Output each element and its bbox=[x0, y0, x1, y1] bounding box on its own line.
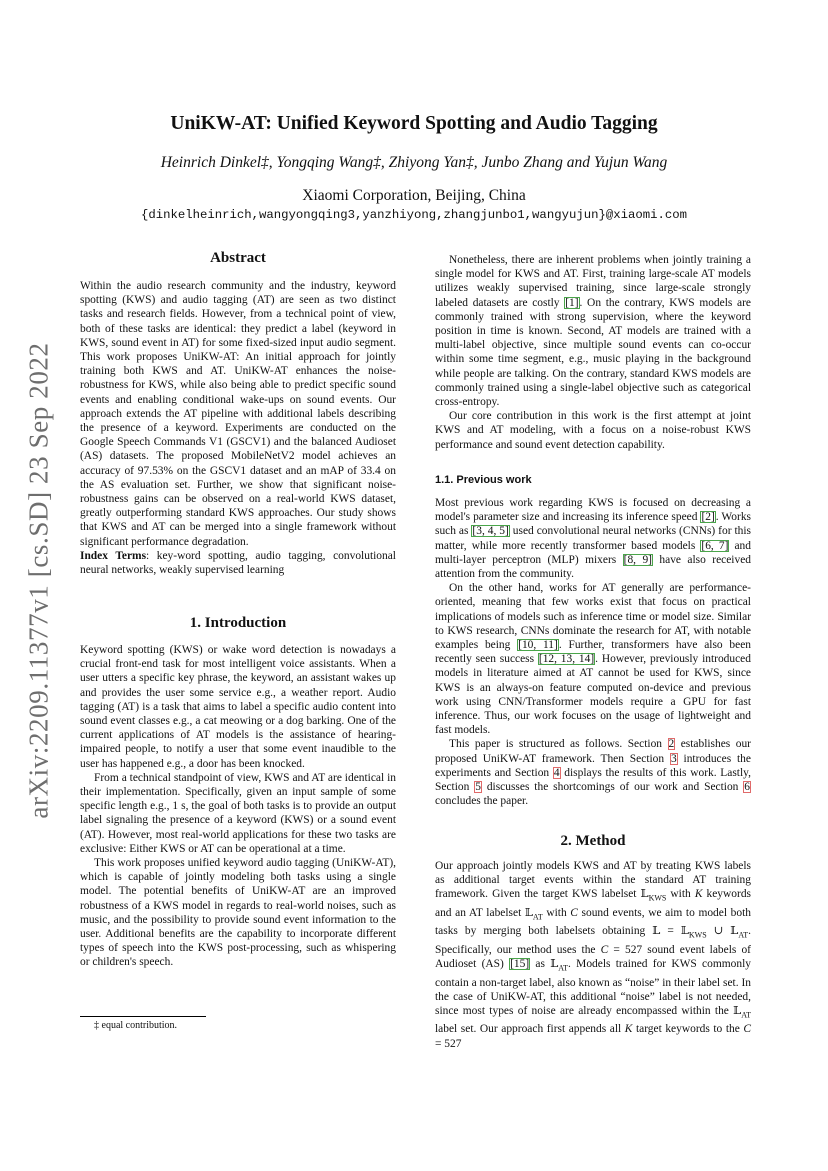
citation-link[interactable]: [3, 4, 5] bbox=[472, 525, 509, 538]
affiliation: Xiaomi Corporation, Beijing, China bbox=[302, 187, 526, 204]
paper-title: UniKW-AT: Unified Keyword Spotting and Audio Tagging bbox=[170, 113, 658, 134]
previous-work-heading: 1.1. Previous work bbox=[435, 474, 532, 486]
introduction-heading: 1. Introduction bbox=[189, 615, 287, 631]
author-list: Heinrich Dinkel‡, Yongqing Wang‡, Zhiyong Yan‡, Junbo Zhang and Yujun Wang bbox=[160, 154, 668, 171]
intro-paragraph-3: This work proposes unified keyword audio tagging (UniKW-AT), which is capable of jointly modeling both tasks using a single model. The potential benefits of UniKW-AT are an improved robustness of a KWS model in regards to real-world noises, such as music, and the possibility to provide sound event information to the user. Additional benefits are the capability to incorporate different types of speech into the KWS post-processing, such as whispering or children's speech. bbox=[80, 857, 396, 969]
arxiv-identifier-text: arXiv:2209.11377v1 [cs.SD] 23 Sep 2022 bbox=[23, 341, 54, 819]
intro-paragraph-1: Keyword spotting (KWS) or wake word detection is nowadays a crucial front-end task for most intelligent voice assistants. When a user utters a specific key phrase, the keyword, an assistant wakes up and provides the user some service e.g., a weather report. Audio tagging (AT) is a task that aims to label a specific audio content into sound event classes e.g., a cat meowing or a dog barking. One of the current applications of AT models is the assistance of hearing-impaired people, to notify a user that some event inaudible to the user has happened e.g., a door has been knocked. bbox=[80, 644, 396, 770]
abstract-body bbox=[80, 279, 396, 577]
abstract-heading: Abstract bbox=[210, 250, 266, 266]
index-terms-text: : key-word spotting, audio tagging, convolutional neural networks, weakly supervised learning bbox=[80, 549, 396, 577]
footnote: ‡ equal contribution. bbox=[94, 1020, 178, 1031]
right-paragraph-4: On the other hand, works for AT generally are performance-oriented, meaning that few works exist that focus on practical implications of models such as inference time or model size. Similar to KWS research, CNNs dominate the research for AT, with notable examples being [10, 11]. Further, transformers have also been recently seen success [12, 13, 14]. However, previously introduced models in literature aimed at AT cannot be used for KWS, since KWS is an always-on feature computed on-device and previous work using CNN/Transformer models require a GPU for fast inference. Thus, our work focuses on the usage of lightweight and fast models. bbox=[435, 582, 751, 737]
right-paragraph-2: Our core contribution in this work is the first attempt at joint KWS and AT modeling, with a focus on a noise-robust KWS performance and sound event detection capability. bbox=[435, 410, 751, 451]
arxiv-identifier bbox=[14, 300, 64, 860]
right-paragraph-3: Most previous work regarding KWS is focused on decreasing a model's parameter size and increasing its inference speed [2]. Works such as [3, 4, 5] used convolutional neural networks (CNNs) for this matter, while more recently transformer based models [6, 7] and multi-layer perceptron (MLP) mixers [8, 9] have also received attention from the community. bbox=[435, 497, 752, 581]
index-terms-label: Index Terms bbox=[80, 549, 147, 562]
index-terms bbox=[80, 549, 396, 577]
footnote-rule bbox=[80, 1016, 206, 1017]
citation-link[interactable]: [12, 13, 14] bbox=[538, 653, 595, 666]
section-link[interactable]: 2 bbox=[668, 738, 675, 751]
citation-link[interactable]: [6, 7] bbox=[701, 539, 729, 552]
right-paragraph-5: This paper is structured as follows. Section 2 establishes our proposed UniKW-AT framework. Then Section 3 introduces the experiments and Section 4 displays the results of this work. Lastly, Section 5 discusses the shortcomings of our work and Section 6 concludes the paper. bbox=[435, 738, 752, 808]
citation-link[interactable]: [15] bbox=[510, 958, 530, 971]
intro-paragraph-2: From a technical standpoint of view, KWS and AT are identical in their implementation. Specifically, given an input sample of some specific length e.g., 1 s, the goal of both tasks is to provide an output label signaling the presence of a keyword (KWS) or a sound event (AT). However, most real-world applications for these two tasks are exclusive: Either KWS or AT can be operational at a time. bbox=[80, 771, 396, 855]
method-heading: 2. Method bbox=[560, 833, 626, 849]
introduction-body bbox=[80, 643, 396, 970]
method-paragraph: Our approach jointly models KWS and AT by treating KWS labels as additional target events within the standard AT training framework. Given the target KWS labelset 𝕃$_{KWS}$ with K keywords and an AT labelset 𝕃$_{AT}$ with C sound events, we aim to model both tasks by merging both labelsets obtaining 𝕃 = 𝕃$_{KWS}$ ∪ 𝕃$_{AT}$. Specifically, our method uses the C = 527 sound event labels of Audioset (AS) [15] as 𝕃$_{AT}$. Models trained for KWS commonly contain a non-target label, also known as “noise” in their label set. In the case of UniKW-AT, this additional “noise” label is not needed, since most types of noise are already encompassed within the 𝕃$_{AT}$ label set. Our approach first appends all K target keywords to the C = 527 bbox=[435, 860, 752, 1050]
citation-link[interactable]: [8, 9] bbox=[623, 553, 652, 566]
email-addresses: {dinkelheinrich,wangyongqing3,yanzhiyong,zhangjunbo1,wangyujun}@xiaomi.com bbox=[140, 208, 688, 222]
citation-link[interactable]: [10, 11] bbox=[518, 639, 558, 652]
section-link[interactable]: 6 bbox=[744, 781, 751, 794]
method-body bbox=[435, 859, 751, 1051]
section-link[interactable]: 4 bbox=[553, 766, 560, 779]
section-link[interactable]: 3 bbox=[670, 752, 677, 765]
section-link[interactable]: 5 bbox=[475, 781, 481, 794]
right-paragraph-1: Nonetheless, there are inherent problems when jointly training a single model for KWS and AT. First, training large-scale AT models utilizes weakly supervised training, since large-scale strongly labeled datasets are costly [1]. On the contrary, KWS models are commonly trained with strong supervision, where the keyword position in time is known. Second, AT models are trained with a multi-label objective, since multiple sound events can co-occur within some time segment, e.g., music playing in the background while people are talking. On the contrary, standard KWS models are commonly trained using a single-label objective such as categorical cross-entropy. bbox=[435, 254, 751, 409]
abstract-text: Within the audio research community and the industry, keyword spotting (KWS) and audio tagging (AT) are seen as two distinct tasks and research fields. However, from a technical point of view, both of these tasks are identical: they predict a label (keyword in KWS, sound event in AT) for some fixed-sized input audio segment. This work proposes UniKW-AT: An initial approach for jointly training both KWS and AT. UniKW-AT enhances the noise-robustness for KWS, while also being able to predict specific sound events and enabling conditional wake-ups on sound events. Our approach extends the AT pipeline with additional labels describing the presence of a keyword. Experiments are conducted on the Google Speech Commands V1 (GSCV1) and the balanced Audioset (AS) datasets. The proposed MobileNetV2 model achieves an accuracy of 97.53% on the GSCV1 dataset and an mAP of 33.4 on the AS evaluation set. Further, we show that significant noise-robustness gains can be observed on a real-world KWS dataset, greatly outperforming standard KWS approaches. Our study shows that KWS and AT can be merged into a single framework without significant performance degradation. bbox=[80, 280, 396, 548]
right-column-body bbox=[435, 253, 751, 452]
citation-link[interactable]: [1] bbox=[565, 296, 579, 309]
previous-work-body bbox=[435, 496, 751, 808]
citation-link[interactable]: [2] bbox=[701, 511, 715, 524]
